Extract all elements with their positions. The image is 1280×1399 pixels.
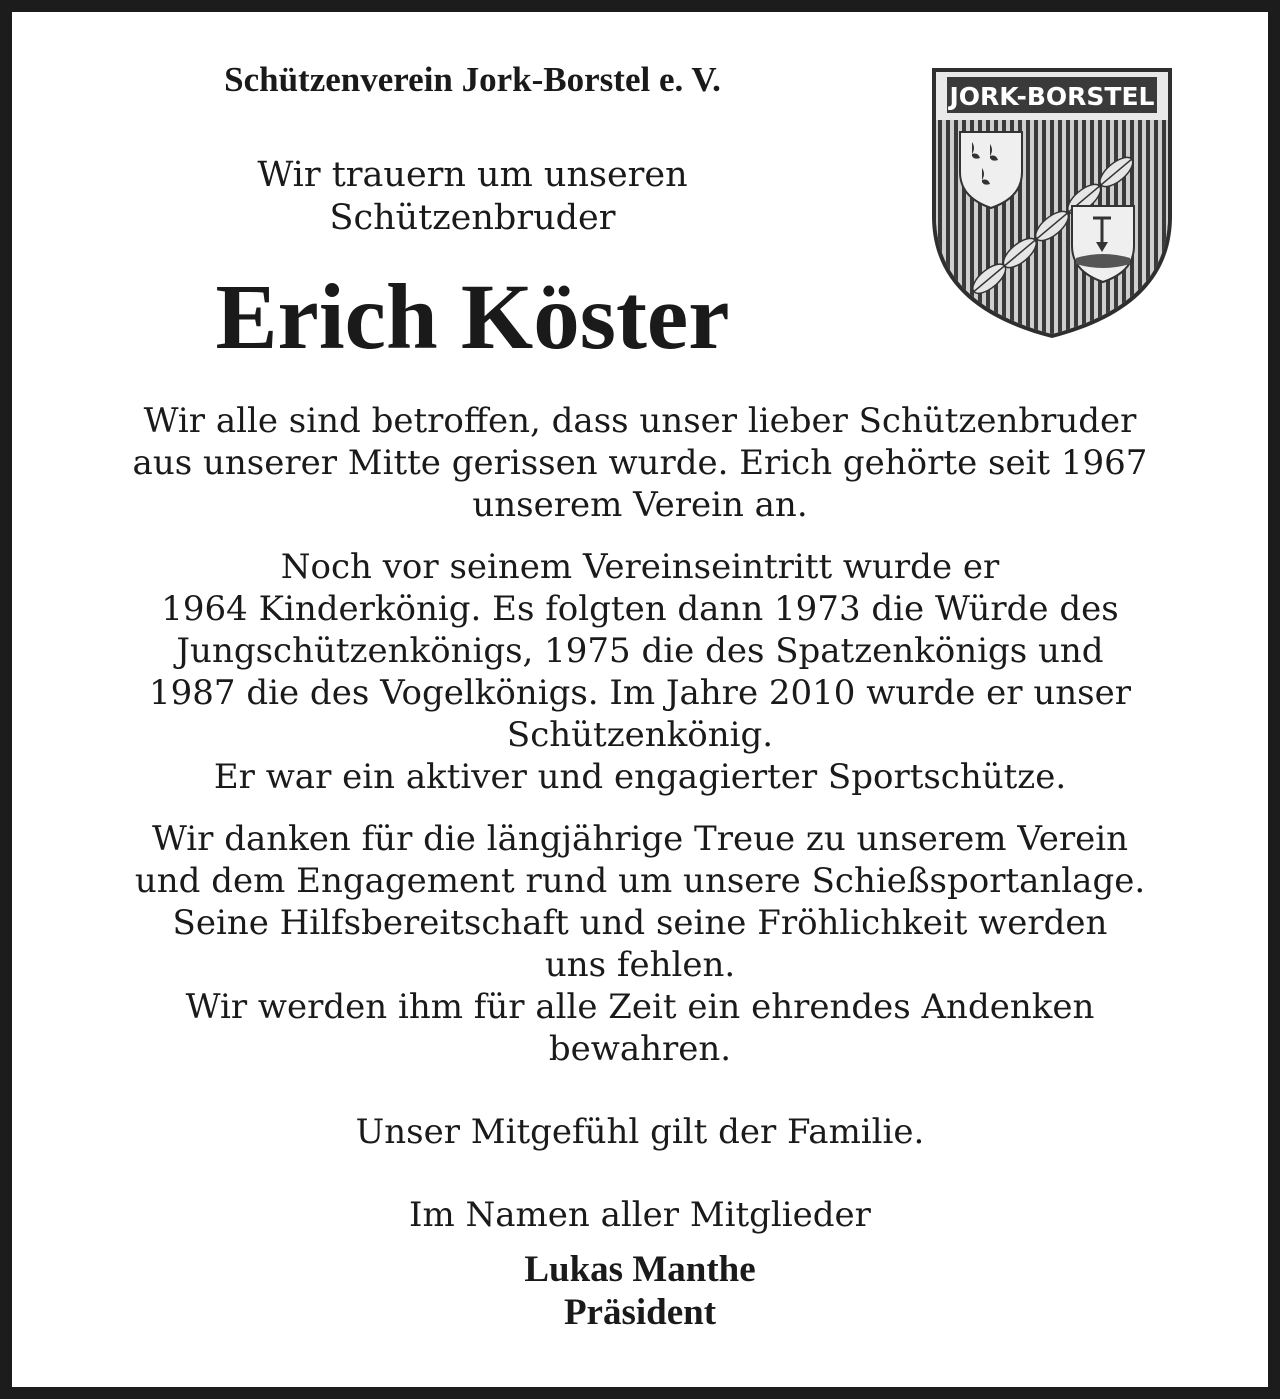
paragraph-thanks [40, 818, 1240, 1070]
text-line: Schützenkönig. [506, 715, 774, 755]
text-line: Wir werden ihm für alle Zeit ein ehrendes Andenken [185, 987, 1095, 1027]
on-behalf-line: Im Namen aller Mitglieder [409, 1195, 871, 1235]
club-crest-shield-icon [930, 66, 1174, 338]
sympathy-line: Unser Mitgefühl gilt der Familie. [355, 1112, 925, 1152]
intro-line: Schützenbruder [329, 198, 616, 238]
notice-header [60, 58, 885, 369]
text-line: Er war ein aktiver und engagierter Sportschütze. [213, 757, 1067, 797]
text-line: Wir alle sind betroffen, dass unser lieber Schützenbruder [143, 401, 1137, 441]
text-line: unserem Verein an. [472, 485, 808, 525]
signer-name: Lukas Manthe [524, 1249, 756, 1290]
deceased-name: Erich Köster [215, 266, 730, 369]
text-line: Jungschützenkönigs, 1975 die des Spatzenkönigs und [176, 631, 1104, 671]
mourning-intro [60, 154, 885, 240]
text-line: 1964 Kinderkönig. Es folgten dann 1973 die Würde des [161, 589, 1119, 629]
text-line: Seine Hilfsbereitschaft und seine Fröhlichkeit werden [172, 903, 1108, 943]
text-line: 1987 die des Vogelkönigs. Im Jahre 2010 wurde er unser [149, 673, 1131, 713]
notice-body [40, 400, 1240, 1334]
text-line: Wir danken für die längjährige Treue zu unserem Verein [151, 819, 1129, 859]
text-line: und dem Engagement rund um unsere Schießsportanlage. [134, 861, 1146, 901]
paragraph-titles [40, 546, 1240, 798]
text-line: Noch vor seinem Vereinseintritt wurde er [280, 547, 1000, 587]
signer-title: Präsident [563, 1292, 717, 1333]
paragraph-membership [40, 400, 1240, 526]
crest-label: JORK-BORSTEL [949, 82, 1155, 111]
text-line: bewahren. [548, 1029, 732, 1069]
organization-name: Schützenverein Jork-Borstel e. V. [224, 60, 721, 99]
intro-line: Wir trauern um unseren [257, 155, 688, 195]
text-line: uns fehlen. [544, 945, 736, 985]
text-line: aus unserer Mitte gerissen wurde. Erich gehörte seit 1967 [132, 443, 1148, 483]
